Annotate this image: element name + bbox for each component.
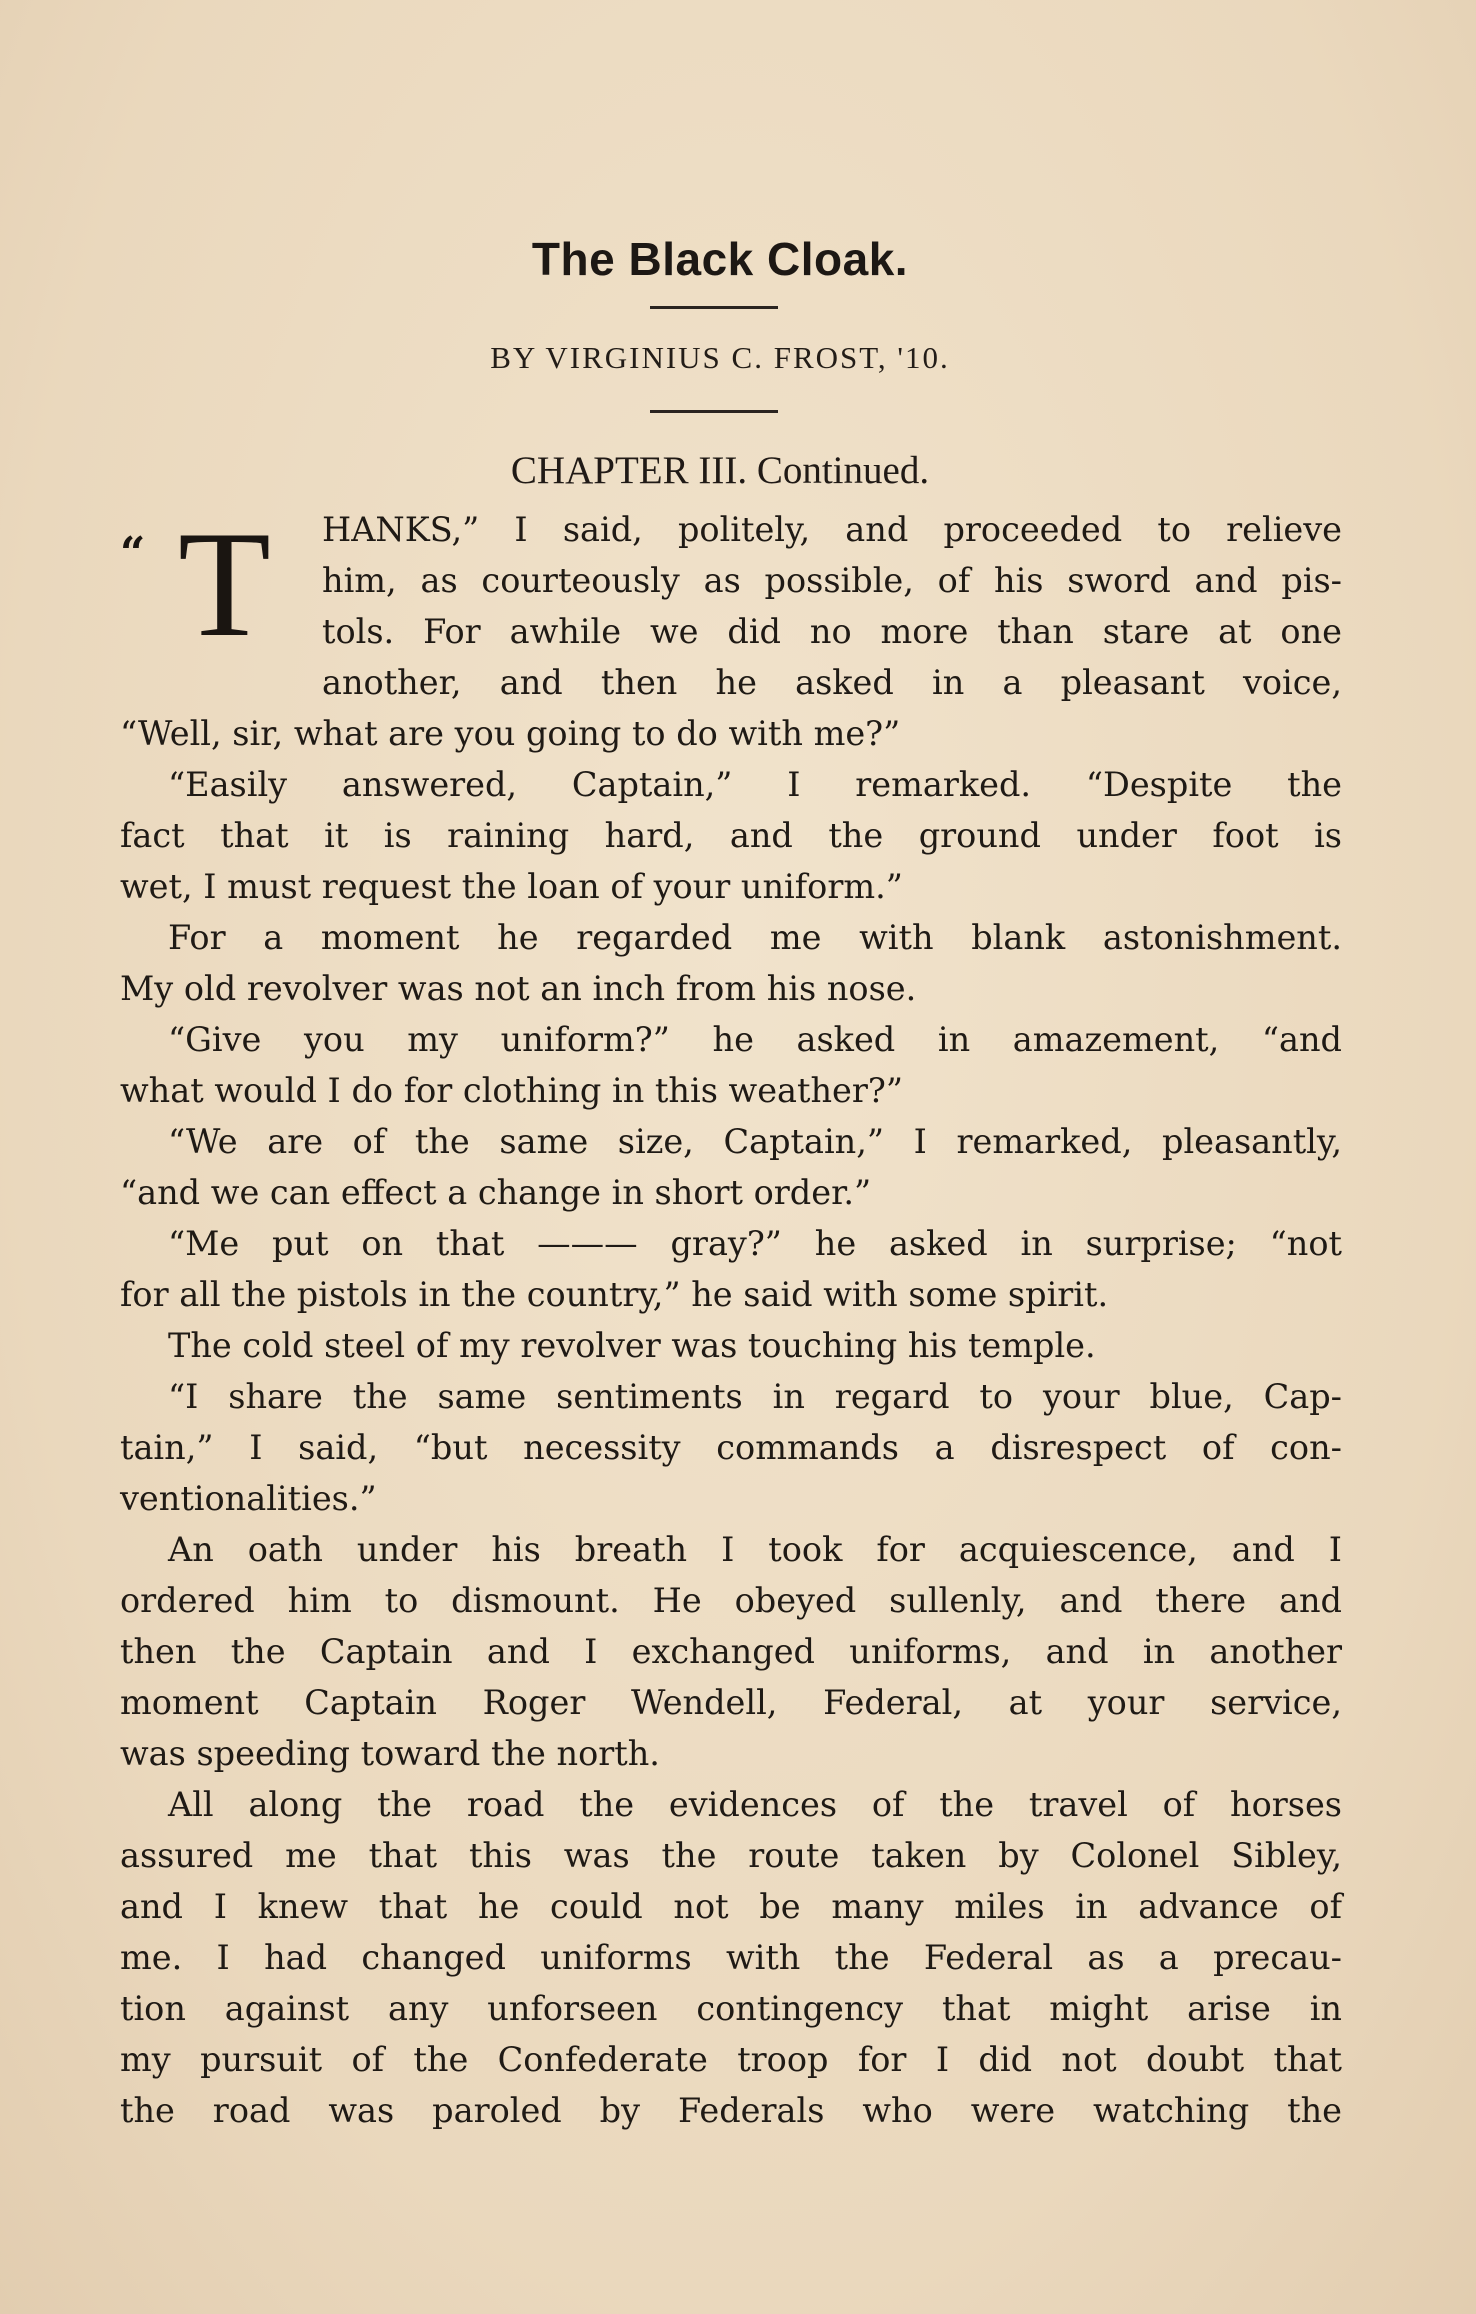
byline-rule (650, 410, 778, 413)
text-line: The cold steel of my revolver was touching his temple. (168, 1326, 1096, 1365)
text-line: tain,” I said, “but necessity commands a disrespect of con- (120, 1428, 1342, 1467)
drop-cap: T (178, 500, 271, 668)
text-line: my pursuit of the Confederate troop for I did not doubt that (120, 2040, 1342, 2079)
text-line: tion against any unforseen contingency that might arise in (120, 1989, 1342, 2028)
text-line: “We are of the same size, Captain,” I remarked, pleasantly, (168, 1122, 1342, 1161)
text-line: and I knew that he could not be many miles in advance of (120, 1887, 1342, 1926)
chapter-heading: CHAPTER III. Continued. (510, 449, 930, 492)
text-line: moment Captain Roger Wendell, Federal, at your service, (120, 1683, 1342, 1722)
text-line: “I share the same sentiments in regard to your blue, Cap- (168, 1377, 1342, 1416)
text-line: another, and then he asked in a pleasant voice, (322, 663, 1342, 702)
text-line: “Easily answered, Captain,” I remarked. “Despite the (168, 765, 1342, 804)
text-line: me. I had changed uniforms with the Federal as a precau- (120, 1938, 1342, 1977)
text-line: “Well, sir, what are you going to do with me?” (120, 714, 901, 753)
text-line: then the Captain and I exchanged uniforms, and in another (120, 1632, 1342, 1671)
text-line: ordered him to dismount. He obeyed sullenly, and there and (120, 1581, 1342, 1620)
text-line: All along the road the evidences of the travel of horses (168, 1785, 1342, 1824)
title-rule (650, 306, 778, 309)
text-line: what would I do for clothing in this weather?” (120, 1071, 903, 1110)
author-byline: BY VIRGINIUS C. FROST, '10. (490, 340, 950, 375)
text-line: him, as courteously as possible, of his sword and pis- (322, 561, 1342, 600)
text-line: “and we can effect a change in short order.” (120, 1173, 872, 1212)
text-line: My old revolver was not an inch from his nose. (120, 969, 917, 1008)
text-line: the road was paroled by Federals who were watching the (120, 2091, 1342, 2130)
text-line: “Give you my uniform?” he asked in amazement, “and (168, 1020, 1342, 1059)
drop-quote-mark: “ (120, 528, 146, 579)
text-line: wet, I must request the loan of your uniform.” (120, 867, 903, 906)
text-line: was speeding toward the north. (120, 1734, 660, 1773)
text-line: “Me put on that ——— gray?” he asked in surprise; “not (168, 1224, 1342, 1263)
text-line: assured me that this was the route taken by Colonel Sibley, (120, 1836, 1342, 1875)
text-line: fact that it is raining hard, and the ground under foot is (120, 816, 1342, 855)
text-line: tols. For awhile we did no more than stare at one (322, 612, 1342, 651)
text-line: for all the pistols in the country,” he said with some spirit. (120, 1275, 1109, 1314)
text-line: An oath under his breath I took for acquiescence, and I (168, 1530, 1342, 1569)
text-line: HANKS,” I said, politely, and proceeded to relieve (322, 510, 1342, 549)
text-line: For a moment he regarded me with blank astonishment. (168, 918, 1342, 957)
article-title: The Black Cloak. (531, 233, 909, 285)
text-line: ventionalities.” (120, 1479, 377, 1518)
